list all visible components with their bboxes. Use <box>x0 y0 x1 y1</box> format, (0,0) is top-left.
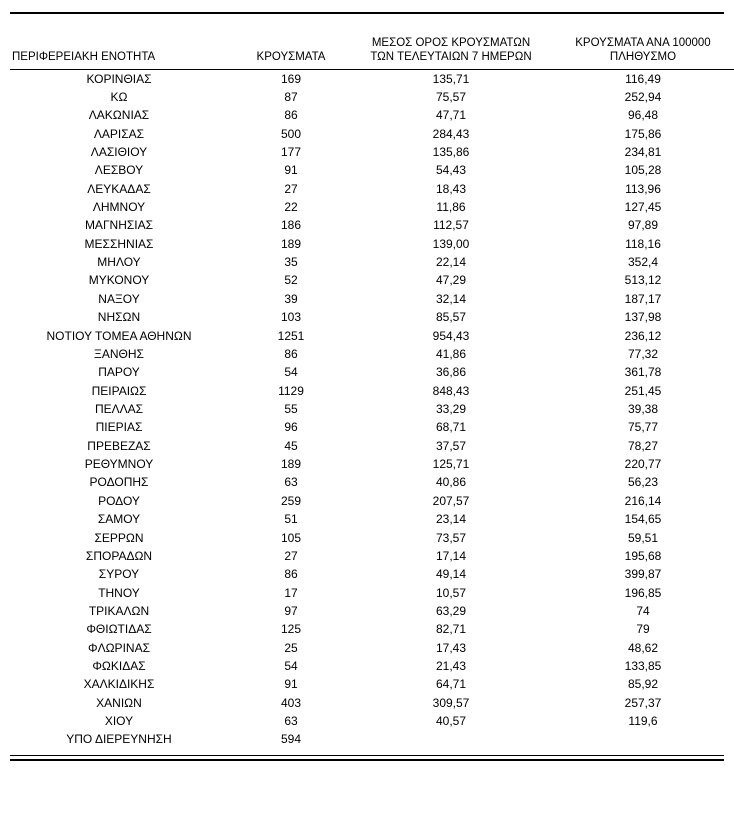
table-row <box>10 180 734 198</box>
cell-per-100000: 127,45 <box>624 200 662 215</box>
cell-cases: 54 <box>284 365 298 380</box>
cell-per-100000: 133,85 <box>624 659 662 674</box>
table-row <box>10 327 734 345</box>
cell-cases: 91 <box>284 163 298 178</box>
cell-per-100000: 216,14 <box>624 493 662 508</box>
cell-region: ΦΩΚΙΔΑΣ <box>92 659 146 674</box>
cell-weekly-average: 848,43 <box>432 383 470 398</box>
table-header-row <box>10 14 734 70</box>
cell-region: ΛΗΜΝΟΥ <box>92 200 146 215</box>
cell-weekly-average: 36,86 <box>435 365 467 380</box>
cell-cases: 86 <box>284 567 298 582</box>
table-row <box>10 309 734 327</box>
cell-weekly-average: 37,57 <box>435 438 467 453</box>
cell-weekly-average: 954,43 <box>432 328 470 343</box>
column-header-weekly-average-line1: ΜΕΣΟΣ ΟΡΟΣ ΚΡΟΥΣΜΑΤΩΝ <box>371 37 531 49</box>
cell-per-100000: 97,89 <box>627 218 659 233</box>
cell-region: ΞΑΝΘΗΣ <box>94 346 144 361</box>
cell-cases: 500 <box>280 126 302 141</box>
cell-region: ΠΑΡΟΥ <box>98 365 140 380</box>
cell-cases: 103 <box>280 310 302 325</box>
cell-region: ΤΡΙΚΑΛΩΝ <box>88 603 150 618</box>
table-row <box>10 272 734 290</box>
cell-region: ΧΙΟΥ <box>104 714 134 729</box>
cell-cases: 1251 <box>277 328 305 343</box>
cell-per-100000: 77,32 <box>627 346 659 361</box>
cell-cases: 189 <box>280 236 302 251</box>
cell-cases: 25 <box>284 640 298 655</box>
cell-per-100000: 513,12 <box>624 273 662 288</box>
cell-weekly-average: 54,43 <box>435 163 467 178</box>
cell-cases: 87 <box>284 89 298 104</box>
table-row <box>10 511 734 529</box>
cell-cases: 259 <box>280 493 302 508</box>
cell-per-100000: 361,78 <box>624 365 662 380</box>
cell-per-100000: 220,77 <box>624 457 662 472</box>
cell-cases: 1129 <box>278 383 304 398</box>
cell-region: ΡΕΘΥΜΝΟΥ <box>84 457 154 472</box>
cell-weekly-average: 23,14 <box>435 512 467 527</box>
table-row <box>10 584 734 602</box>
cell-per-100000: 236,12 <box>624 328 662 343</box>
column-header-per-100000-line1: ΚΡΟΥΣΜΑΤΑ ΑΝΑ 100000 <box>575 37 711 49</box>
cell-region: ΜΕΣΣΗΝΙΑΣ <box>84 236 154 251</box>
cell-per-100000: 85,92 <box>627 677 659 692</box>
cell-cases: 86 <box>284 108 298 123</box>
cell-per-100000: 234,81 <box>624 144 662 159</box>
table-row <box>10 547 734 565</box>
cell-per-100000: 116,49 <box>625 71 661 86</box>
cell-cases: 105 <box>280 530 302 545</box>
cell-per-100000: 96,48 <box>627 108 659 123</box>
cell-cases: 189 <box>280 457 302 472</box>
table-row <box>10 235 734 253</box>
bottom-rule-thin <box>10 755 724 756</box>
cell-region: ΡΟΔΟΠΗΣ <box>89 475 149 490</box>
table-row <box>10 290 734 308</box>
cell-region: ΦΛΩΡΙΝΑΣ <box>88 640 150 655</box>
cell-cases: 594 <box>280 732 302 747</box>
cell-weekly-average: 125,71 <box>432 457 470 472</box>
cell-cases: 27 <box>284 181 298 196</box>
cell-weekly-average: 207,57 <box>432 493 470 508</box>
cell-weekly-average: 63,29 <box>435 603 467 618</box>
table-row <box>10 107 734 125</box>
cell-per-100000: 251,45 <box>624 383 662 398</box>
table-row <box>10 382 734 400</box>
table-row <box>10 694 734 712</box>
table-row <box>10 456 734 474</box>
cell-weekly-average: 22,14 <box>435 255 467 270</box>
cell-per-100000: 195,68 <box>624 548 662 563</box>
column-header-per-100000 <box>548 14 734 70</box>
cell-cases: 63 <box>284 714 298 729</box>
cell-region: ΛΕΣΒΟΥ <box>94 163 144 178</box>
cell-per-100000: 175,86 <box>624 126 662 141</box>
cell-weekly-average: 82,71 <box>435 622 467 637</box>
cell-region: ΤΗΝΟΥ <box>98 585 140 600</box>
cell-weekly-average: 47,71 <box>435 108 467 123</box>
cell-cases: 186 <box>280 218 302 233</box>
column-header-cases: ΚΡΟΥΣΜΑΤΑ <box>228 14 354 70</box>
cell-per-100000: 78,27 <box>627 438 659 453</box>
table-row <box>10 529 734 547</box>
cell-weekly-average: 139,00 <box>432 236 470 251</box>
table-body <box>10 70 734 750</box>
cell-per-100000: 196,85 <box>624 585 662 600</box>
cell-region: ΠΙΕΡΙΑΣ <box>95 420 143 435</box>
cell-region: ΧΑΝΙΩΝ <box>96 695 142 710</box>
cell-region: ΠΕΙΡΑΙΩΣ <box>91 383 147 398</box>
cell-weekly-average: 75,57 <box>435 89 467 104</box>
cell-per-100000: 56,23 <box>627 475 659 490</box>
cell-region: ΜΗΛΟΥ <box>97 255 141 270</box>
cell-region: ΝΗΣΩΝ <box>97 310 141 325</box>
table-row <box>10 492 734 510</box>
cell-per-100000: 79 <box>636 622 650 637</box>
table-row <box>10 143 734 161</box>
table-row <box>10 162 734 180</box>
cell-cases: 125 <box>280 622 302 637</box>
cell-weekly-average: 32,14 <box>435 291 467 306</box>
column-header-per-100000-line2: ΠΛΗΘΥΣΜΟ <box>609 51 677 64</box>
cell-per-100000: 119,6 <box>628 714 658 729</box>
cell-weekly-average: 135,86 <box>432 144 470 159</box>
cell-weekly-average: 85,57 <box>435 310 467 325</box>
cell-region: ΝΟΤΙΟΥ ΤΟΜΕΑ ΑΘΗΝΩΝ <box>46 328 192 343</box>
table-row <box>10 639 734 657</box>
table-row <box>10 364 734 382</box>
cell-cases: 35 <box>284 255 298 270</box>
cell-region: ΣΑΜΟΥ <box>97 512 141 527</box>
cell-region: ΣΥΡΟΥ <box>98 567 140 582</box>
cell-per-100000: 48,62 <box>627 640 659 655</box>
table-row <box>10 437 734 455</box>
cell-per-100000: 399,87 <box>624 567 662 582</box>
cell-region: ΝΑΞΟΥ <box>98 291 140 306</box>
table-row <box>10 70 734 89</box>
cell-cases: 22 <box>284 200 298 215</box>
table-row <box>10 713 734 731</box>
cell-per-100000: 105,28 <box>624 163 662 178</box>
table-row <box>10 621 734 639</box>
document-page <box>0 12 734 820</box>
cell-weekly-average: 41,86 <box>435 346 467 361</box>
cell-cases: 86 <box>284 346 298 361</box>
cell-cases: 91 <box>284 677 298 692</box>
cell-weekly-average: 10,57 <box>435 585 467 600</box>
table-row <box>10 602 734 620</box>
cell-per-100000: 113,96 <box>625 181 661 196</box>
cell-region: ΛΑΡΙΣΑΣ <box>93 126 145 141</box>
cell-region: ΡΟΔΟΥ <box>98 493 140 508</box>
cell-cases: 45 <box>284 438 298 453</box>
table-row <box>10 125 734 143</box>
cell-weekly-average: 47,29 <box>435 273 467 288</box>
cell-per-100000: 59,51 <box>627 530 659 545</box>
cell-cases: 55 <box>284 402 298 416</box>
cell-weekly-average: 33,29 <box>435 402 467 416</box>
cell-per-100000: 352,4 <box>627 255 659 270</box>
cell-per-100000: 118,16 <box>625 236 661 251</box>
cell-per-100000: 257,37 <box>624 695 662 710</box>
column-header-region: ΠΕΡΙΦΕΡΕΙΑΚΗ ΕΝΟΤΗΤΑ <box>10 14 228 70</box>
column-header-weekly-average-line2: ΤΩΝ ΤΕΛΕΥΤΑΙΩΝ 7 ΗΜΕΡΩΝ <box>370 51 532 64</box>
cell-weekly-average: 309,57 <box>432 695 470 710</box>
cell-region: ΚΟΡΙΝΘΙΑΣ <box>86 71 152 86</box>
cell-region: ΜΑΓΝΗΣΙΑΣ <box>84 218 154 233</box>
cell-region: ΥΠΟ ΔΙΕΡΕΥΝΗΣΗ <box>66 732 172 747</box>
cell-cases: 17 <box>284 585 298 600</box>
cell-per-100000: 154,65 <box>624 512 662 527</box>
cell-cases: 177 <box>280 144 302 159</box>
cell-region: ΠΡΕΒΕΖΑΣ <box>87 438 151 453</box>
cell-region: ΜΥΚΟΝΟΥ <box>88 273 150 288</box>
cell-cases: 39 <box>284 291 298 306</box>
cell-per-100000: 137,98 <box>624 310 662 325</box>
cell-weekly-average: 40,86 <box>435 475 467 490</box>
table-row <box>10 658 734 676</box>
bottom-rule-thick <box>10 759 724 761</box>
cell-weekly-average: 11,86 <box>436 200 466 215</box>
table-row <box>10 199 734 217</box>
cell-weekly-average: 18,43 <box>435 181 467 196</box>
cell-cases: 96 <box>284 420 298 435</box>
table-row <box>10 731 734 749</box>
cell-region: ΛΑΚΩΝΙΑΣ <box>88 108 150 123</box>
cell-per-100000: 74 <box>636 603 650 618</box>
cell-per-100000: 75,77 <box>627 420 659 435</box>
cell-region: ΠΕΛΛΑΣ <box>94 402 144 416</box>
cell-cases: 54 <box>284 659 298 674</box>
cell-per-100000: 187,17 <box>624 291 662 306</box>
cell-per-100000 <box>548 731 734 749</box>
table-row <box>10 401 734 419</box>
cell-weekly-average: 73,57 <box>435 530 467 545</box>
cell-cases: 51 <box>284 512 298 527</box>
table-row <box>10 254 734 272</box>
table-row <box>10 345 734 363</box>
cell-weekly-average: 284,43 <box>432 126 470 141</box>
cell-region: ΛΑΣΙΘΙΟΥ <box>90 144 148 159</box>
cell-region: ΣΕΡΡΩΝ <box>94 530 144 545</box>
cell-weekly-average: 64,71 <box>435 677 467 692</box>
table-row <box>10 676 734 694</box>
cell-cases: 52 <box>284 273 298 288</box>
cell-weekly-average: 135,71 <box>432 71 470 86</box>
cell-weekly-average: 49,14 <box>435 567 467 582</box>
cases-table <box>10 14 734 749</box>
table-row <box>10 474 734 492</box>
table-row <box>10 566 734 584</box>
cell-region: ΦΘΙΩΤΙΔΑΣ <box>86 622 152 637</box>
cell-cases: 169 <box>280 71 302 86</box>
table-row <box>10 419 734 437</box>
cell-cases: 403 <box>280 695 302 710</box>
cell-weekly-average <box>354 731 548 749</box>
cell-weekly-average: 17,14 <box>435 548 467 563</box>
cell-weekly-average: 112,57 <box>433 218 469 233</box>
cell-weekly-average: 40,57 <box>435 714 467 729</box>
cell-region: ΣΠΟΡΑΔΩΝ <box>85 548 153 563</box>
cell-cases: 97 <box>284 603 298 618</box>
cell-per-100000: 39,38 <box>627 402 659 416</box>
cell-per-100000: 252,94 <box>624 89 662 104</box>
table-row <box>10 88 734 106</box>
column-header-weekly-average <box>354 14 548 70</box>
cell-weekly-average: 21,43 <box>435 659 467 674</box>
table-row <box>10 217 734 235</box>
cell-region: ΧΑΛΚΙΔΙΚΗΣ <box>83 677 155 692</box>
table-header <box>10 14 734 70</box>
cell-weekly-average: 68,71 <box>435 420 467 435</box>
cell-cases: 63 <box>284 475 298 490</box>
cell-weekly-average: 17,43 <box>435 640 467 655</box>
cell-cases: 27 <box>284 548 298 563</box>
cell-region: ΛΕΥΚΑΔΑΣ <box>87 181 151 196</box>
cell-region: ΚΩ <box>110 89 128 104</box>
